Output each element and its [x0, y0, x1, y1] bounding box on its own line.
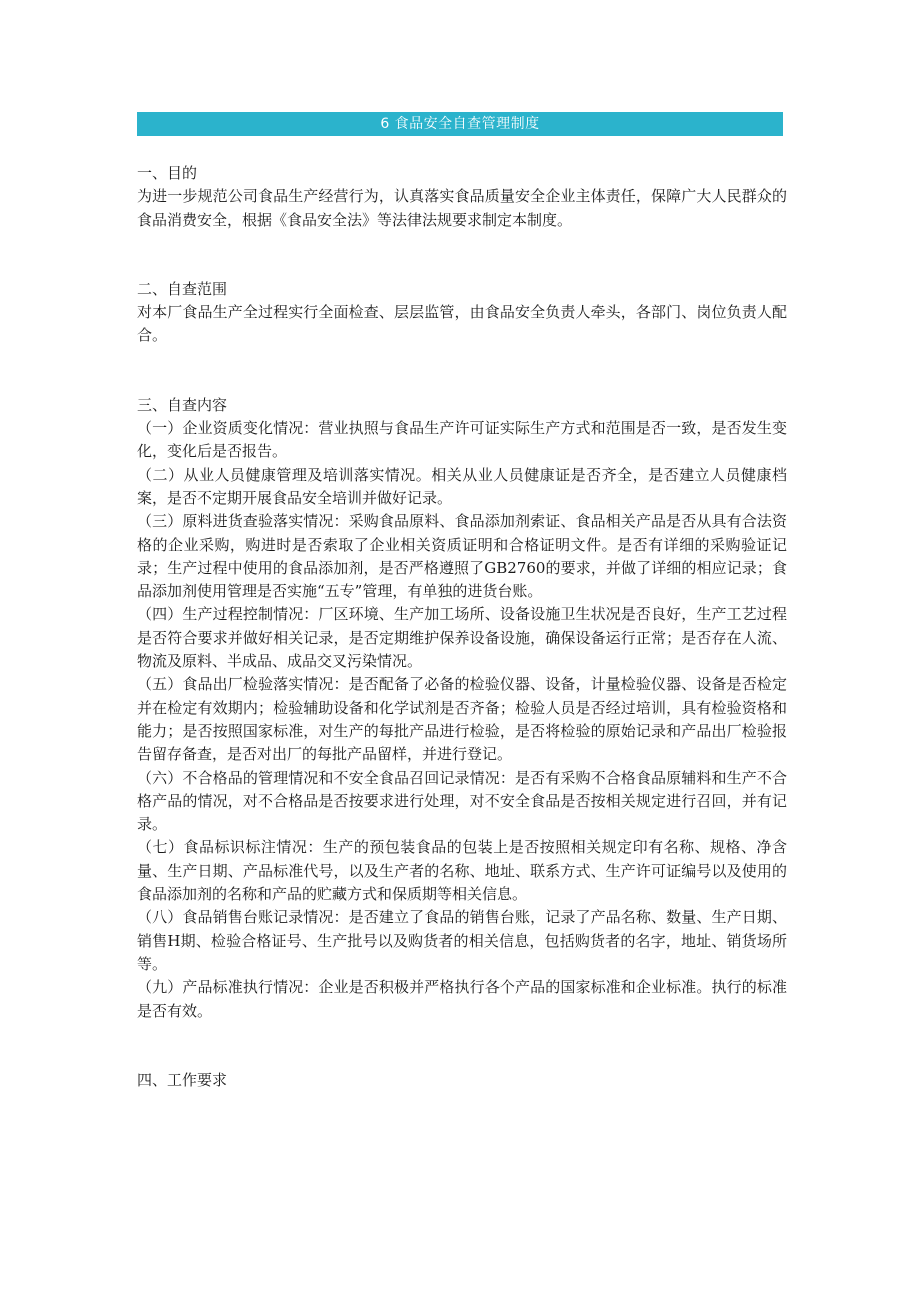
section-paragraph: 为进一步规范公司食品生产经营行为，认真落实食品质量安全企业主体责任，保障广大人民群众的食品消费安全，根据《食品安全法》等法律法规要求制定本制度。: [137, 187, 787, 229]
list-item: （三）原料进货查验落实情况：采购食品原料、食品添加剂索证、食品相关产品是否从具有合法资格的企业采购，购进时是否索取了企业相关资质证明和合格证明文件。是否有详细的采购验证记录；生产过程中使用的食品添加剂，是否严格遵照了GB2760的要求，并做了详细的相应记录；食品添加剂使用管理是否实施“五专”管理，有单独的进货台账。: [137, 512, 787, 601]
section-content: [137, 394, 787, 1023]
list-item: （一）企业资质变化情况：营业执照与食品生产许可证实际生产方式和范围是否一致，是否发生变化，变化后是否报告。: [137, 419, 787, 461]
section-heading: 二、自查范围: [137, 279, 228, 298]
section-scope: [137, 278, 787, 348]
section-heading: 三、自查内容: [137, 395, 228, 414]
section-heading: 四、工作要求: [137, 1070, 228, 1089]
list-item: （二）从业人员健康管理及培训落实情况。相关从业人员健康证是否齐全，是否建立人员健康档案，是否不定期开展食品安全培训并做好记录。: [137, 465, 787, 507]
section-purpose: [137, 162, 787, 232]
spacer: [137, 232, 787, 278]
list-item: （九）产品标准执行情况：企业是否积极并严格执行各个产品的国家标准和企业标准。执行的标准是否有效。: [137, 978, 787, 1020]
list-item: （七）食品标识标注情况：生产的预包装食品的包装上是否按照相关规定印有名称、规格、净含量、生产日期、产品标准代号，以及生产者的名称、地址、联系方式、生产许可证编号以及使用的食品添加剂的名称和产品的贮藏方式和保质期等相关信息。: [137, 838, 787, 904]
section-heading: 一、目的: [137, 164, 198, 182]
list-item: （六）不合格品的管理情况和不安全食品召回记录情况：是否有采购不合格食品原辅料和生产不合格产品的情况，对不合格品是否按要求进行处理，对不安全食品是否按相关规定进行召回，并有记录。: [137, 768, 787, 834]
spacer: [137, 348, 787, 394]
section-requirements: [137, 1069, 787, 1092]
list-item: （八）食品销售台账记录情况：是否建立了食品的销售台账，记录了产品名称、数量、生产日期、销售H期、检验合格证号、生产批号以及购货者的相关信息，包括购货者的名字，地址、销货场所等。: [137, 908, 787, 973]
section-paragraph: 对本厂食品生产全过程实行全面检查、层层监管，由食品安全负责人牵头，各部门、岗位负责人配合。: [137, 303, 787, 345]
list-item: （五）食品出厂检验落实情况：是否配备了必备的检验仪器、设备，计量检验仪器、设备是否检定并在检定有效期内；检验辅助设备和化学试剂是否齐备；检验人员是否经过培训，具有检验资格和能力；是否按照国家标准，对生产的每批产品进行检验，是否将检验的原始记录和产品出厂检验报告留存备查，是否对出厂的每批产品留样，并进行登记。: [137, 675, 787, 764]
document-body: [137, 162, 787, 1092]
spacer: [137, 1023, 787, 1069]
list-item: （四）生产过程控制情况：厂区环境、生产加工场所、设备设施卫生状况是否良好，生产工艺过程是否符合要求并做好相关记录，是否定期维护保养设备设施，确保设备运行正常；是否存在人流、物流及原料、半成品、成品交叉污染情况。: [137, 605, 787, 671]
document-title: 6 食品安全自查管理制度: [137, 112, 783, 136]
